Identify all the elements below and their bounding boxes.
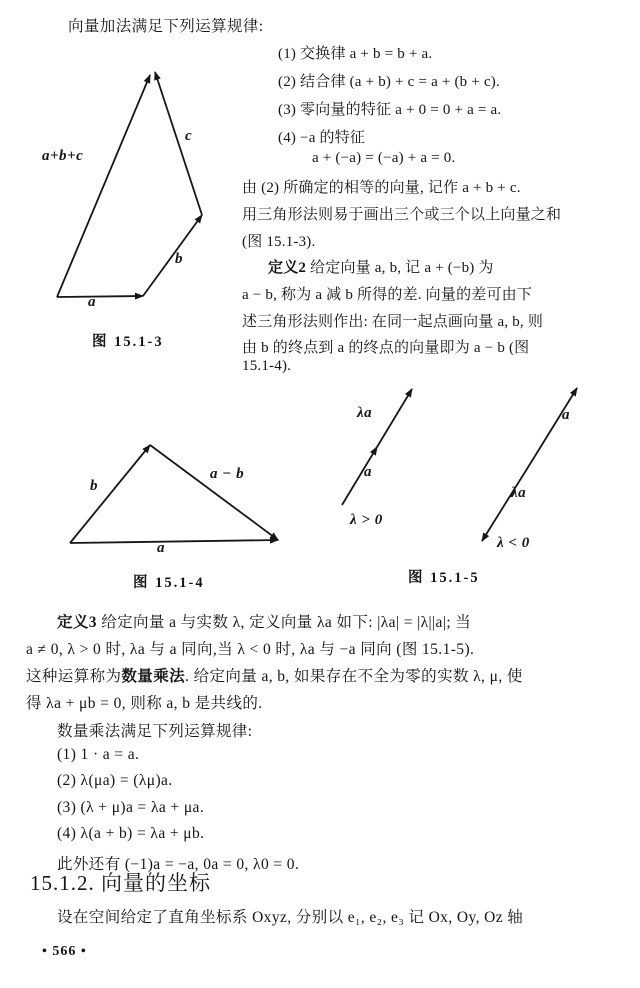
vector-a-line [57, 296, 143, 297]
definition-2-line-1 [268, 256, 494, 277]
addition-law-3: (3) 零向量的特征 a + 0 = 0 + a = a. [278, 102, 502, 118]
right-vector-lambda-a-line [482, 456, 535, 541]
fig4-label-a: a [157, 540, 165, 556]
definition-3-line-1 [57, 610, 471, 632]
multiplication-law-4: (4) λ(a + b) = λa + μb. [57, 825, 205, 842]
fig4-caption: 图 15.1-4 [133, 575, 205, 591]
definition-2-line-3: 述三角形法则作出: 在同一起点画向量 a, b, 则 [242, 314, 544, 330]
figure-15-1-3-drawing [28, 52, 238, 342]
page-number: • 566 • [42, 944, 87, 959]
fig5-right-label-lambda-a: λa [511, 485, 527, 501]
fig3-caption: 图 15.1-3 [92, 334, 164, 350]
fig5-caption: 图 15.1-5 [408, 570, 480, 586]
scalar-multiplication-term: 数量乘法 [121, 668, 186, 685]
vector-b-line [70, 445, 150, 543]
definition-3-line-3-pre: 这种运算称为 [26, 668, 122, 685]
multiplication-heading: 数量乘法满足下列运算规律: [57, 723, 253, 740]
addition-law-2: (2) 结合律 (a + b) + c = a + (b + c). [278, 74, 500, 90]
left-vector-lambda-a-line [377, 389, 412, 447]
addition-law-4-formula: a + (−a) = (−a) + a = 0. [312, 150, 456, 166]
fig5-right-condition: λ < 0 [497, 535, 530, 551]
multiplication-extra-line: 此外还有 (−1)a = −a, 0a = 0, λ0 = 0. [57, 856, 300, 873]
vector-c-line [155, 72, 202, 215]
definition-3-line-1-rest: 给定向量 a 与实数 λ, 定义向量 λa 如下: |λa| = |λ||a|; 当 [96, 614, 472, 631]
multiplication-law-1: (1) 1 · a = a. [57, 746, 140, 763]
addition-law-4: (4) −a 的特征 [278, 130, 366, 146]
figure-15-1-4-drawing [38, 423, 298, 553]
paragraph-sum-line-3: (图 15.1-3). [242, 234, 316, 250]
definition-3-line-3 [26, 664, 523, 686]
right-vector-a-line [535, 388, 577, 456]
definition-2-line-4: 由 b 的终点到 a 的终点的向量即为 a − b (图 [242, 340, 530, 356]
vector-sum-line [57, 75, 150, 297]
intro-line: 向量加法满足下列运算规律: [68, 18, 264, 35]
fig3-label-c: c [185, 128, 193, 144]
definition-2-label: 定义2 [268, 260, 307, 276]
multiplication-law-2: (2) λ(μa) = (λμ)a. [57, 772, 173, 789]
definition-2-line-2: a − b, 称为 a 减 b 所得的差. 向量的差可由下 [242, 287, 533, 303]
definition-3-line-4: 得 λa + μb = 0, 则称 a, b 是共线的. [26, 695, 263, 712]
fig5-right-label-a: a [562, 407, 570, 423]
fig5-left-condition: λ > 0 [350, 512, 383, 528]
fig4-label-b: b [90, 478, 98, 494]
fig4-label-a-minus-b: a − b [210, 466, 245, 482]
coordinates-paragraph-line: 设在空间给定了直角坐标系 Oxyz, 分别以 e₁, e₂, e₃ 记 Ox, Oy, Oz 轴 [57, 909, 524, 926]
addition-law-1: (1) 交换律 a + b = b + a. [278, 46, 433, 62]
fig3-label-sum: a+b+c [42, 148, 84, 164]
definition-3-label: 定义3 [57, 614, 97, 631]
definition-2-line-1-rest: 给定向量 a, b, 记 a + (−b) 为 [306, 260, 494, 276]
fig5-left-label-a: a [364, 464, 372, 480]
section-heading: 15.1.2. 向量的坐标 [30, 871, 211, 895]
vector-b-line [143, 215, 202, 296]
definition-3-line-2: a ≠ 0, λ > 0 时, λa 与 a 同向,当 λ < 0 时, λa 与 −a 同向 (图 15.1-5). [26, 641, 475, 658]
definition-2-line-5: 15.1-4). [242, 358, 292, 374]
fig3-label-a: a [88, 294, 96, 310]
vector-a-minus-b-line [150, 445, 278, 540]
definition-3-line-3-rest: . 给定向量 a, b, 如果存在不全为零的实数 λ, μ, 使 [185, 668, 523, 685]
fig5-left-label-lambda-a: λa [357, 405, 373, 421]
multiplication-law-3: (3) (λ + μ)a = λa + μa. [57, 799, 205, 816]
fig3-label-b: b [175, 251, 183, 267]
vector-a-line [70, 540, 278, 543]
paragraph-sum-line-1: 由 (2) 所确定的相等的向量, 记作 a + b + c. [242, 180, 521, 196]
paragraph-sum-line-2: 用三角形法则易于画出三个或三个以上向量之和 [242, 207, 562, 223]
